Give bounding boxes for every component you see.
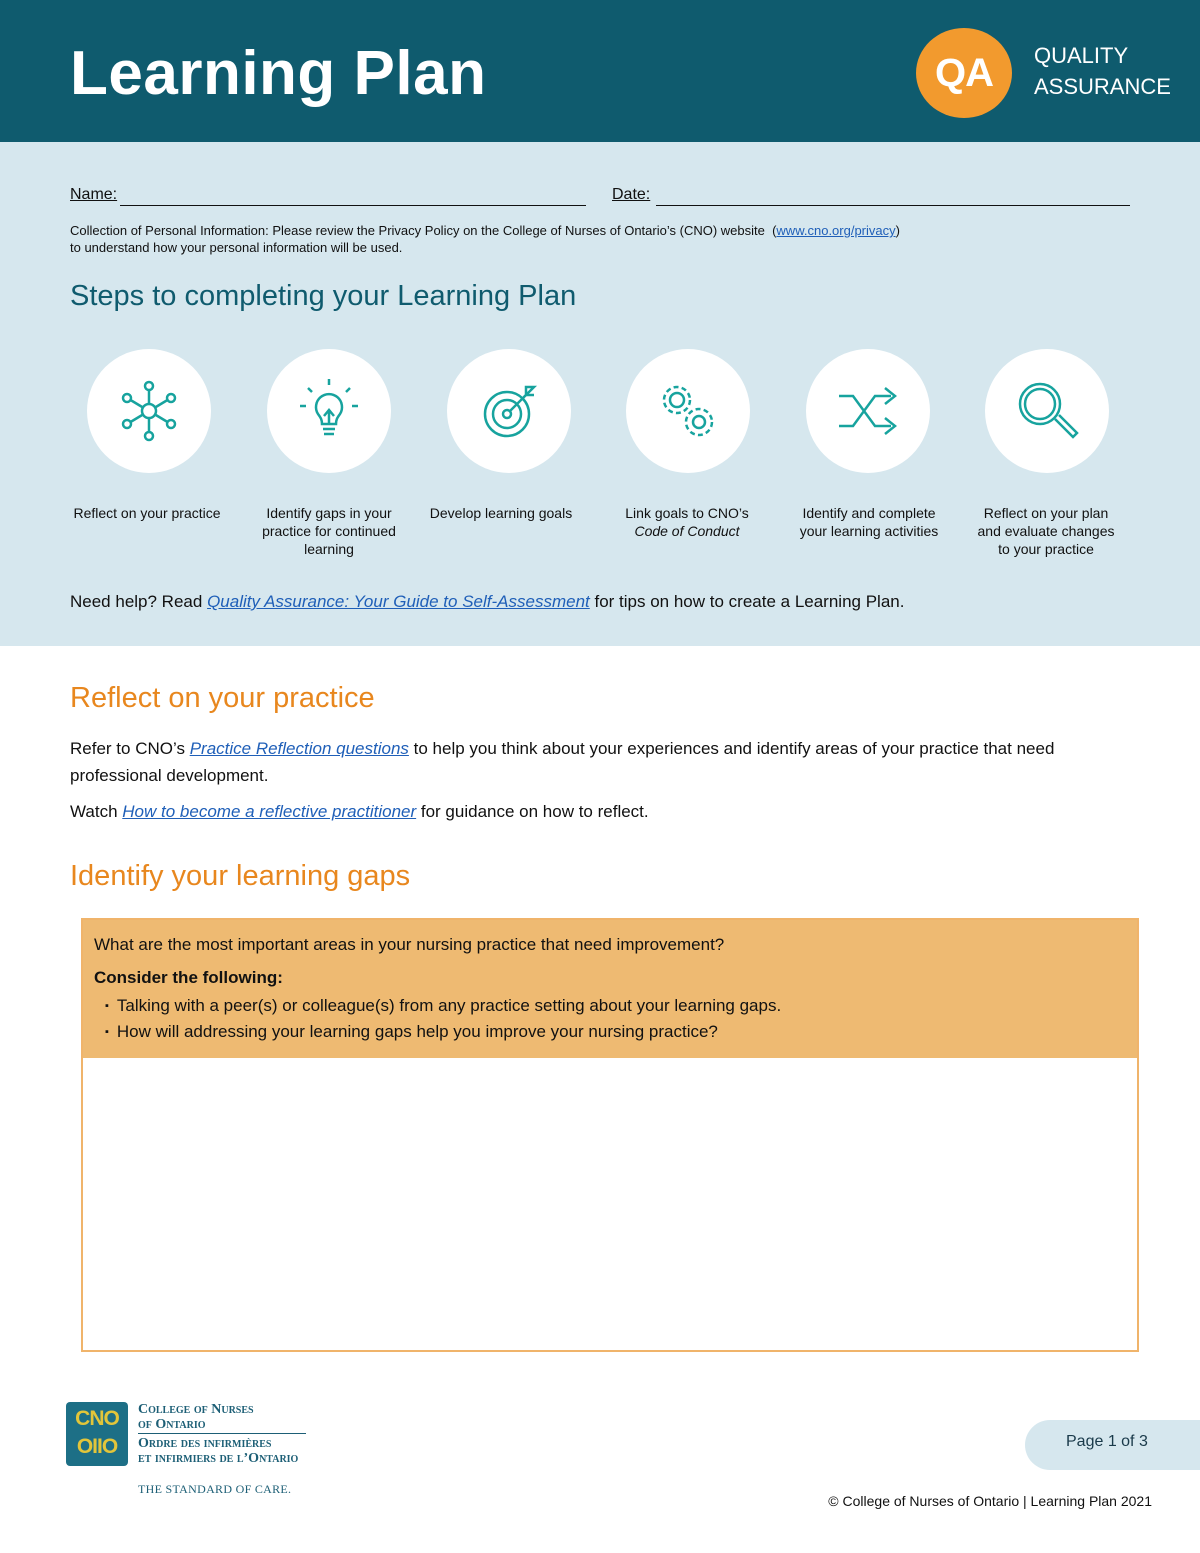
cno-logo-bottom: OIIO xyxy=(76,1435,118,1458)
org-divider xyxy=(138,1433,306,1434)
cno-org-name xyxy=(138,1402,306,1466)
lightbulb-icon xyxy=(294,376,364,446)
name-label: Name: xyxy=(70,186,118,203)
org-en-1: College of Nurses xyxy=(138,1402,254,1417)
step-6-circle xyxy=(985,349,1109,473)
qa-logo-text xyxy=(1034,40,1171,102)
reflect-p1-prefix: Refer to CNO’s xyxy=(70,739,185,758)
reflect-heading: Reflect on your practice xyxy=(70,682,375,714)
gaps-bullet: ▪ Talking with a peer(s) or colleague(s) from any practice setting about your learning gaps. xyxy=(105,993,781,1019)
step-4-label-em: Code of Conduct xyxy=(634,523,740,539)
reflect-p1-suffix: to help you think about your experiences and identify areas of your practice that need professional development. xyxy=(70,739,1055,785)
step-3-label: Develop learning goals xyxy=(429,505,573,521)
help-line xyxy=(70,592,904,612)
org-en-2: of Ontario xyxy=(138,1417,206,1432)
org-fr-1: Ordre des infirmières xyxy=(138,1436,272,1451)
step-2-label: Identify gaps in your practice for continued learning xyxy=(262,505,396,557)
page-number: Page 1 of 3 xyxy=(1066,1433,1148,1450)
page-title: Learning Plan xyxy=(70,39,487,108)
header-band xyxy=(0,0,1200,142)
learning-gaps-answer-field[interactable] xyxy=(83,1058,1137,1350)
help-suffix: for tips on how to create a Learning Plan. xyxy=(594,592,905,611)
step-4-label-text: Link goals to CNO’s xyxy=(625,505,749,521)
privacy-text: Collection of Personal Information: Please review the Privacy Policy on the College of Nurses of Ontario’s (CNO) website xyxy=(70,223,765,238)
learning-gaps-prompt xyxy=(83,920,1137,1058)
magnifier-icon xyxy=(1012,376,1082,446)
cno-logo xyxy=(66,1402,128,1466)
network-icon xyxy=(114,376,184,446)
step-4-circle xyxy=(626,349,750,473)
privacy-text-2: to understand how your personal information will be used. xyxy=(70,240,403,255)
practice-reflection-link[interactable]: Practice Reflection questions xyxy=(189,739,409,758)
step-1-label: Reflect on your practice xyxy=(73,505,221,521)
date-field[interactable] xyxy=(656,205,1130,206)
help-prefix: Need help? Read xyxy=(70,592,203,611)
cno-logo-top: CNO xyxy=(75,1407,119,1430)
step-3-circle xyxy=(447,349,571,473)
target-icon xyxy=(474,376,544,446)
step-5-label: Identify and complete your learning activities xyxy=(799,505,939,539)
gears-icon xyxy=(653,376,723,446)
gaps-consider: Consider the following: xyxy=(94,968,283,987)
gaps-bullet: ▪ How will addressing your learning gaps help you improve your nursing practice? xyxy=(105,1019,781,1045)
copyright: © College of Nurses of Ontario | Learning Plan 2021 xyxy=(828,1493,1152,1509)
self-assessment-guide-link[interactable]: Quality Assurance: Your Guide to Self-Assessment xyxy=(207,592,590,611)
privacy-link[interactable]: www.cno.org/privacy xyxy=(776,223,896,238)
reflect-p2-prefix: Watch xyxy=(70,802,118,821)
reflective-practitioner-link[interactable]: How to become a reflective practitioner xyxy=(122,802,417,821)
qa-logo-line1: QUALITY xyxy=(1034,43,1129,68)
reflect-paragraph-2 xyxy=(70,798,1130,825)
gaps-bullet-list xyxy=(105,993,781,1045)
qa-logo-line2: ASSURANCE xyxy=(1034,74,1171,99)
name-field[interactable] xyxy=(120,205,586,206)
reflect-p2-suffix: for guidance on how to reflect. xyxy=(420,802,649,821)
step-6-label: Reflect on your plan and evaluate changes to your practice xyxy=(977,505,1115,557)
org-fr-2: et infirmiers de l’Ontario xyxy=(138,1451,299,1466)
gaps-heading: Identify your learning gaps xyxy=(70,860,411,892)
qa-logo-badge: QA xyxy=(916,28,1012,118)
privacy-notice: Collection of Personal Information: Please review the Privacy Policy on the College of Nurses of Ontario’s (CNO) website (www.cno.org/privacy) to understand how your personal information will be used. xyxy=(70,223,900,255)
shuffle-icon xyxy=(833,376,903,446)
steps-heading: Steps to completing your Learning Plan xyxy=(70,280,577,312)
step-4-label xyxy=(612,504,762,540)
learning-gaps-box xyxy=(81,918,1139,1352)
reflect-paragraph-1 xyxy=(70,735,1130,789)
step-1-circle xyxy=(87,349,211,473)
date-label: Date: xyxy=(612,186,651,203)
step-5-circle xyxy=(806,349,930,473)
step-2-circle xyxy=(267,349,391,473)
cno-tagline: THE STANDARD OF CARE. xyxy=(138,1482,292,1496)
gaps-question: What are the most important areas in your nursing practice that need improvement? xyxy=(94,935,725,954)
